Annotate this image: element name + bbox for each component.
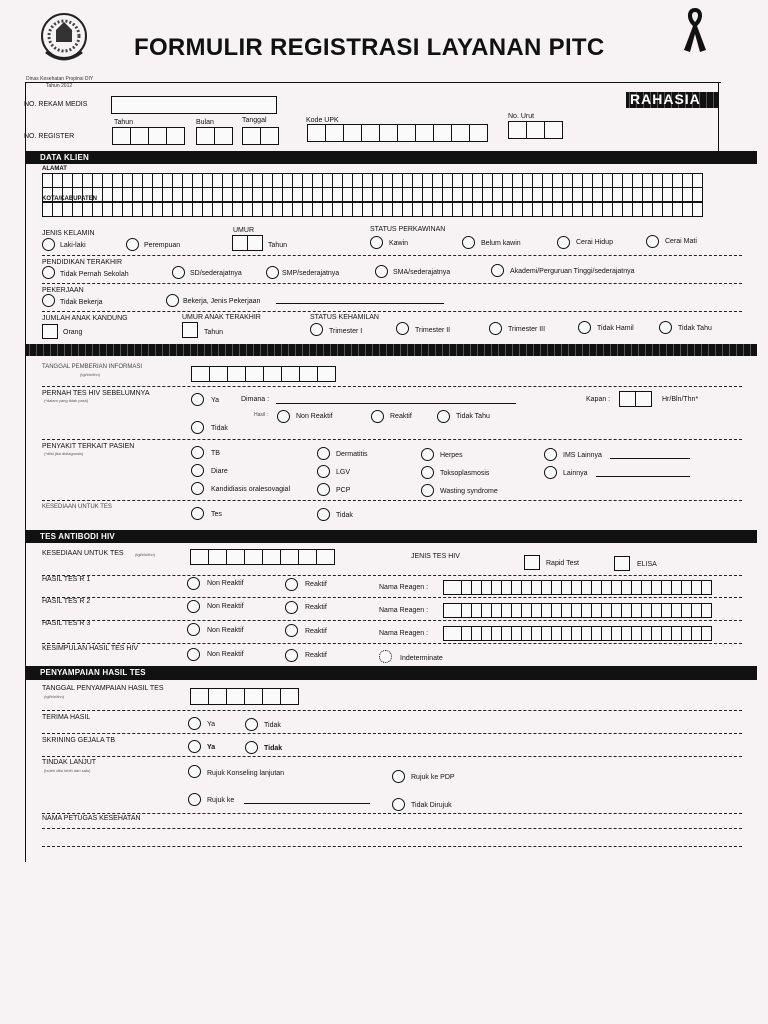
- r1-label: HASIL TES R 1: [42, 576, 91, 583]
- confidential-badge: RAHASIA: [630, 91, 701, 107]
- rekam-medis-label: NO. REKAM MEDIS: [24, 101, 88, 108]
- terima-tidak-label: Tidak: [264, 722, 281, 729]
- pekerjaan-line[interactable]: [276, 303, 444, 304]
- umur-anak-field[interactable]: [182, 322, 198, 338]
- r3-reaktif-label: Reaktif: [305, 628, 327, 635]
- tidak-hamil-label: Tidak Hamil: [597, 325, 634, 332]
- ims-radio[interactable]: [544, 448, 557, 461]
- pernah-nonreaktif-label: Non Reaktif: [296, 413, 333, 420]
- bekerja-label: Bekerja, Jenis Pekerjaan: [183, 298, 261, 305]
- pernah-ya-label: Ya: [211, 397, 220, 404]
- ribbon-icon: [680, 4, 710, 54]
- rekam-medis-field[interactable]: [111, 96, 277, 114]
- r1-reagen-cells[interactable]: [443, 580, 711, 595]
- smp-radio[interactable]: [266, 266, 279, 279]
- tri1-label: Trimester I: [329, 328, 363, 335]
- kesediaan-tes-sub: (tgl/bln/thn): [135, 552, 156, 557]
- org-name: Dinas Kesehatan Propinsi DIY: [26, 76, 94, 82]
- kesimpulan-nonreaktif-radio[interactable]: [187, 648, 200, 661]
- page-title: FORMULIR REGISTRASI LAYANAN PITC: [134, 34, 605, 61]
- divider: [42, 813, 742, 814]
- kode-upk-label: Kode UPK: [306, 117, 339, 124]
- hasil-label: Hasil :: [254, 412, 268, 418]
- cerai-hidup-radio[interactable]: [557, 236, 570, 249]
- kapan-label: Kapan :: [586, 396, 611, 403]
- perempuan-radio[interactable]: [126, 238, 139, 251]
- cerai-mati-label: Cerai Mati: [665, 238, 697, 245]
- pernah-tes-sub: (*dalam yang tidak pasti): [44, 398, 89, 403]
- skrining-ya-radio[interactable]: [188, 740, 201, 753]
- belum-kawin-label: Belum kawin: [481, 240, 521, 247]
- skrining-tb-label: SKRINING GEJALA TB: [42, 737, 116, 744]
- org-year: Tahun 2012: [46, 83, 73, 89]
- divider: [42, 283, 742, 284]
- r1-reaktif-label: Reaktif: [305, 581, 327, 588]
- tidak-bekerja-radio[interactable]: [42, 294, 55, 307]
- r3-reagen-label: Nama Reagen :: [379, 630, 429, 637]
- kawin-label: Kawin: [389, 240, 409, 247]
- umur-tahun-label: Tahun: [268, 242, 288, 249]
- divider: [42, 756, 742, 757]
- kawin-radio[interactable]: [370, 236, 383, 249]
- kesimpulan-label: KESIMPULAN HASIL TES HIV: [42, 645, 139, 652]
- tgl-informasi-sub: (tgl/bln/thn): [80, 372, 101, 377]
- register-label: NO. REGISTER: [24, 133, 75, 140]
- wasting-radio[interactable]: [421, 484, 434, 497]
- divider: [42, 828, 742, 829]
- r2-nonreaktif-label: Non Reaktif: [207, 603, 244, 610]
- dimana-line[interactable]: [276, 403, 516, 404]
- umur-label: UMUR: [233, 227, 254, 234]
- r1-reaktif-radio[interactable]: [285, 578, 298, 591]
- divider: [42, 597, 742, 598]
- frame-left-line: [25, 82, 26, 862]
- bekerja-radio[interactable]: [166, 294, 179, 307]
- jenis-kelamin-label: JENIS KELAMIN: [42, 230, 95, 237]
- ims-label: IMS Lainnya: [563, 452, 602, 459]
- smp-label: SMP/sederajatnya: [282, 270, 340, 277]
- herpes-label: Herpes: [440, 452, 463, 459]
- elisa-label: ELISA: [637, 561, 657, 568]
- jumlah-anak-field[interactable]: [42, 324, 58, 339]
- kesediaan-tes-cells[interactable]: [190, 549, 334, 565]
- tidak-bekerja-label: Tidak Bekerja: [60, 299, 103, 306]
- pcp-radio[interactable]: [317, 483, 330, 496]
- lgv-label: LGV: [336, 469, 351, 476]
- kesimpulan-nonreaktif-label: Non Reaktif: [207, 651, 244, 658]
- tidak-tahu-hamil-radio[interactable]: [659, 321, 672, 334]
- alamat-cells[interactable]: [42, 173, 702, 188]
- divider: [42, 710, 742, 711]
- divider: [42, 733, 742, 734]
- wasting-label: Wasting syndrome: [440, 488, 498, 495]
- r1-nonreaktif-label: Non Reaktif: [207, 580, 244, 587]
- tindak-lanjut-label: TINDAK LANJUT: [42, 759, 97, 766]
- hrblnthn-label: Hr/Bln/Thn*: [662, 396, 699, 403]
- r2-reagen-cells[interactable]: [443, 603, 711, 618]
- kesediaan-tidak-radio[interactable]: [317, 508, 330, 521]
- tri1-radio[interactable]: [310, 323, 323, 336]
- r1-reagen-label: Nama Reagen :: [379, 584, 429, 591]
- pekerjaan-label: PEKERJAAN: [42, 287, 84, 294]
- rujuk-ke-label: Rujuk ke: [207, 797, 235, 804]
- rujuk-ke-radio[interactable]: [188, 793, 201, 806]
- register-tanggal-cells[interactable]: [242, 127, 278, 145]
- tgl-penyampaian-label: TANGGAL PENYAMPAIAN HASIL TES: [42, 685, 164, 692]
- skrining-ya-label: Ya: [207, 744, 216, 751]
- rujuk-pdp-label: Rujuk ke PDP: [411, 774, 455, 781]
- dermatitis-label: Dermatitis: [336, 451, 368, 458]
- divider: [42, 846, 742, 847]
- dimana-label: Dimana :: [241, 396, 270, 403]
- divider: [42, 500, 742, 501]
- r2-reagen-label: Nama Reagen :: [379, 607, 429, 614]
- elisa-checkbox[interactable]: [614, 556, 630, 571]
- tgl-informasi-label: TANGGAL PEMBERIAN INFORMASI: [42, 364, 143, 370]
- kesimpulan-indeterminate-radio[interactable]: [379, 650, 392, 663]
- kesediaan-tes-label: KESEDIAAN UNTUK TES: [42, 550, 124, 557]
- pernah-nonreaktif-radio[interactable]: [277, 410, 290, 423]
- section-tes-antibodi: TES ANTIBODI HIV: [26, 530, 757, 543]
- skrining-tidak-label: Tidak: [264, 745, 283, 752]
- rujuk-ke-line[interactable]: [244, 803, 370, 804]
- status-kawin-label: STATUS PERKAWINAN: [370, 226, 446, 233]
- divider: [42, 575, 742, 576]
- r2-label: HASIL TES R 2: [42, 598, 91, 605]
- pernah-tidak-label: Tidak: [211, 425, 228, 432]
- divider: [42, 386, 742, 387]
- penyakit-sub: (*diisi jika didiagnosis): [44, 451, 84, 456]
- kandidiasis-label: Kandidiasis oralesovagial: [211, 486, 290, 493]
- bulan-label: Bulan: [196, 119, 214, 126]
- tri3-radio[interactable]: [489, 322, 502, 335]
- r3-label: HASIL TES R 3: [42, 620, 91, 627]
- pernah-tidaktahu-label: Tidak Tahu: [456, 413, 490, 420]
- sd-radio[interactable]: [172, 266, 185, 279]
- kota-label: KOTA/KABUPATEN: [42, 196, 97, 202]
- pernah-tidaktahu-radio[interactable]: [437, 410, 450, 423]
- penyakit-label: PENYAKIT TERKAIT PASIEN: [42, 443, 135, 450]
- lgv-radio[interactable]: [317, 465, 330, 478]
- jumlah-anak-label: JUMLAH ANAK KANDUNG: [42, 315, 128, 322]
- rapid-test-label: Rapid Test: [546, 560, 579, 567]
- section-penyampaian: PENYAMPAIAN HASIL TES: [26, 666, 757, 680]
- divider: [42, 255, 742, 256]
- akademi-label: Akademi/Perguruan Tinggi/sederajatnya: [510, 268, 635, 275]
- rujuk-konseling-radio[interactable]: [188, 765, 201, 778]
- kesimpulan-reaktif-radio[interactable]: [285, 649, 298, 662]
- no-urut-label: No. Urut: [508, 113, 535, 120]
- umur-anak-tahun-label: Tahun: [204, 329, 224, 336]
- tidak-sekolah-radio[interactable]: [42, 266, 55, 279]
- r3-nonreaktif-label: Non Reaktif: [207, 627, 244, 634]
- status-hamil-label: STATUS KEHAMILAN: [310, 314, 379, 321]
- r3-reagen-cells[interactable]: [443, 626, 711, 641]
- divider: [42, 643, 742, 644]
- kesediaan-tes-label: Tes: [211, 511, 222, 518]
- pernah-tes-label: PERNAH TES HIV SEBELUMNYA: [42, 390, 150, 397]
- tahun-label: Tahun: [114, 119, 134, 126]
- kesediaan-tidak-label: Tidak: [336, 512, 353, 519]
- tidak-sekolah-label: Tidak Pernah Sekolah: [60, 271, 129, 278]
- sd-label: SD/sederajatnya: [190, 270, 242, 277]
- alamat-cells-2[interactable]: [42, 187, 702, 202]
- umur-anak-label: UMUR ANAK TERAKHIR: [182, 314, 261, 321]
- tidak-hamil-radio[interactable]: [578, 321, 591, 334]
- kesediaan-tes-radio[interactable]: [191, 507, 204, 520]
- toxo-label: Toksoplasmosis: [440, 470, 490, 477]
- no-urut-cells[interactable]: [508, 121, 562, 139]
- tidak-tahu-hamil-label: Tidak Tahu: [678, 325, 712, 332]
- kode-upk-cells[interactable]: [307, 124, 487, 142]
- terima-tidak-radio[interactable]: [245, 718, 258, 731]
- pernah-tidak-radio[interactable]: [191, 421, 204, 434]
- tanggal-label: Tanggal: [242, 117, 267, 124]
- belum-kawin-radio[interactable]: [462, 236, 475, 249]
- r3-reaktif-radio[interactable]: [285, 624, 298, 637]
- pernah-reaktif-label: Reaktif: [390, 413, 412, 420]
- frame-top-line: [26, 82, 721, 83]
- umur-cells[interactable]: [232, 235, 262, 251]
- nama-petugas-label: NAMA PETUGAS KESEHATAN: [42, 815, 141, 822]
- tri3-label: Trimester III: [508, 326, 546, 333]
- terima-ya-label: Ya: [207, 721, 216, 728]
- pernah-reaktif-radio[interactable]: [371, 410, 384, 423]
- skrining-tidak-radio[interactable]: [245, 741, 258, 754]
- akademi-radio[interactable]: [491, 264, 504, 277]
- tgl-informasi-cells[interactable]: [191, 366, 335, 382]
- kesimpulan-indeterminate-label: Indeterminate: [400, 655, 443, 662]
- pcp-label: PCP: [336, 487, 351, 494]
- sma-label: SMA/sederajatnya: [393, 269, 451, 276]
- register-bulan-cells[interactable]: [196, 127, 232, 145]
- cerai-mati-radio[interactable]: [646, 235, 659, 248]
- logo-emblem: [36, 10, 92, 72]
- tidak-dirujuk-radio[interactable]: [392, 798, 405, 811]
- divider: [42, 439, 742, 440]
- lainnya-line[interactable]: [596, 476, 690, 477]
- orang-label: Orang: [63, 329, 83, 336]
- pendidikan-label: PENDIDIKAN TERAKHIR: [42, 259, 122, 266]
- kesimpulan-reaktif-label: Reaktif: [305, 652, 327, 659]
- terima-ya-radio[interactable]: [188, 717, 201, 730]
- kesediaan-konseling-label: KESEDIAAN UNTUK TES: [42, 504, 112, 510]
- terima-hasil-label: TERIMA HASIL: [42, 714, 91, 721]
- dermatitis-radio[interactable]: [317, 447, 330, 460]
- tb-radio[interactable]: [191, 446, 204, 459]
- diare-label: Diare: [211, 468, 228, 475]
- pernah-ya-radio[interactable]: [191, 393, 204, 406]
- toxo-radio[interactable]: [421, 466, 434, 479]
- section-band-konseling: [26, 344, 757, 356]
- herpes-radio[interactable]: [421, 448, 434, 461]
- alamat-label: ALAMAT: [42, 166, 67, 172]
- r2-reaktif-label: Reaktif: [305, 604, 327, 611]
- laki-label: Laki-laki: [60, 242, 86, 249]
- rujuk-pdp-radio[interactable]: [392, 770, 405, 783]
- rapid-test-checkbox[interactable]: [524, 555, 540, 570]
- tb-label: TB: [211, 450, 220, 457]
- tidak-dirujuk-label: Tidak Dirujuk: [411, 802, 452, 809]
- r2-nonreaktif-radio[interactable]: [187, 600, 200, 613]
- rujuk-konseling-label: Rujuk Konseling lanjutan: [207, 770, 285, 777]
- section-data-klien: DATA KLIEN: [26, 151, 757, 164]
- lainnya-label: Lainnya: [563, 470, 588, 477]
- perempuan-label: Perempuan: [144, 242, 181, 249]
- cerai-hidup-label: Cerai Hidup: [576, 239, 613, 246]
- ims-line[interactable]: [610, 458, 690, 459]
- tindak-lanjut-sub: (boleh diisi lebih dari satu): [44, 768, 91, 773]
- r3-nonreaktif-radio[interactable]: [187, 623, 200, 636]
- r2-reaktif-radio[interactable]: [285, 601, 298, 614]
- diare-radio[interactable]: [191, 464, 204, 477]
- sma-radio[interactable]: [375, 265, 388, 278]
- divider: [42, 311, 742, 312]
- tri2-label: Trimester II: [415, 327, 451, 334]
- divider: [42, 620, 742, 621]
- register-tahun-cells[interactable]: [112, 127, 184, 145]
- r1-nonreaktif-radio[interactable]: [187, 577, 200, 590]
- kota-cells[interactable]: [42, 202, 702, 217]
- kapan-cells[interactable]: [619, 391, 651, 407]
- laki-radio[interactable]: [42, 238, 55, 251]
- kandidiasis-radio[interactable]: [191, 482, 204, 495]
- frame-right-line: [718, 82, 719, 152]
- lainnya-radio[interactable]: [544, 466, 557, 479]
- tgl-penyampaian-cells[interactable]: [190, 688, 298, 705]
- tgl-penyampaian-sub: (tgl/bln/thn): [44, 694, 65, 699]
- tri2-radio[interactable]: [396, 322, 409, 335]
- jenis-tes-label: JENIS TES HIV: [411, 553, 460, 560]
